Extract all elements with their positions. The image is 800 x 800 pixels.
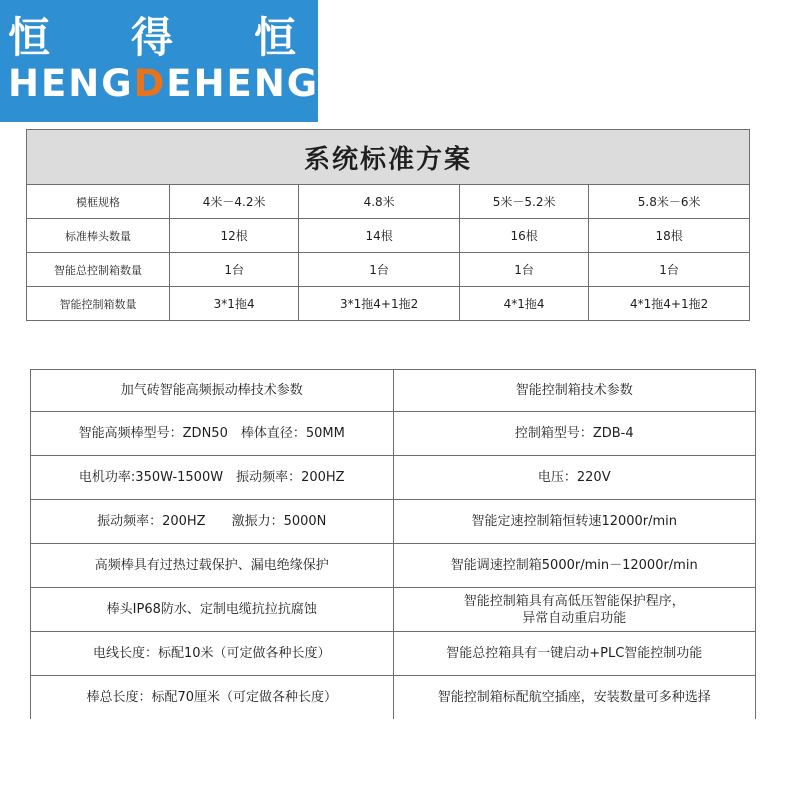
- table-cell: 14根: [299, 219, 460, 253]
- table-cell: 12根: [170, 219, 299, 253]
- brand-char: 恒: [8, 13, 51, 62]
- table-row: [27, 253, 750, 287]
- table-row: [31, 500, 756, 544]
- brand-char: 得: [130, 13, 173, 62]
- table-cell: 4*1拖4: [459, 287, 588, 321]
- brand-en-accent: D: [133, 62, 167, 105]
- vibrator-spec-cell: 棒头IP68防水、定制电缆抗拉抗腐蚀: [31, 588, 394, 632]
- control-box-spec-cell: 智能调速控制箱5000r/min－12000r/min: [393, 544, 756, 588]
- control-box-spec-cell: 智能控制箱标配航空插座，安装数量可多种选择: [393, 676, 756, 720]
- control-box-spec-cell: [393, 588, 756, 632]
- brand-char: 恒: [253, 13, 296, 62]
- table-row: [27, 185, 750, 219]
- row-label: 模框规格: [27, 185, 170, 219]
- table-cell: 4米－4.2米: [170, 185, 299, 219]
- plan-table-title: 系统标准方案: [27, 130, 750, 185]
- control-box-spec-cell: 智能总控箱具有一键启动+PLC智能控制功能: [393, 632, 756, 676]
- table-cell: 4*1拖4+1拖2: [589, 287, 750, 321]
- table-cell: 16根: [459, 219, 588, 253]
- vibrator-spec-cell: 棒总长度：标配70厘米（可定做各种长度）: [31, 676, 394, 720]
- control-box-spec-cell: 控制箱型号：ZDB-4: [393, 412, 756, 456]
- table-cell: 5.8米－6米: [589, 185, 750, 219]
- table-cell: 1台: [170, 253, 299, 287]
- table-row: [31, 588, 756, 632]
- vibrator-spec-cell: 智能高频棒型号：ZDN50 棒体直径：50MM: [31, 412, 394, 456]
- brand-logo: [0, 0, 318, 122]
- standard-plan-table: [26, 129, 750, 321]
- brand-english-name: [8, 62, 319, 106]
- tech-spec-table: [30, 369, 756, 719]
- control-box-spec-cell: 智能定速控制箱恒转速12000r/min: [393, 500, 756, 544]
- table-row: [31, 632, 756, 676]
- vibrator-spec-cell: 振动频率：200HZ 激振力：5000N: [31, 500, 394, 544]
- table-cell: 1台: [459, 253, 588, 287]
- table-row: [31, 412, 756, 456]
- brand-en-suffix: EHENG: [166, 62, 320, 105]
- vibrator-spec-cell: 电线长度：标配10米（可定做各种长度）: [31, 632, 394, 676]
- table-cell: 1台: [589, 253, 750, 287]
- table-cell: 5米－5.2米: [459, 185, 588, 219]
- brand-en-prefix: HENG: [8, 62, 134, 105]
- table-cell: 4.8米: [299, 185, 460, 219]
- vibrator-spec-cell: 电机功率:350W-1500W 振动频率：200HZ: [31, 456, 394, 500]
- spec-line: 异常自动重启功能: [522, 610, 627, 626]
- table-row: [27, 287, 750, 321]
- row-label: 标准棒头数量: [27, 219, 170, 253]
- row-label: 智能总控制箱数量: [27, 253, 170, 287]
- table-row: [31, 456, 756, 500]
- spec-line: 智能控制箱具有高低压智能保护程序，: [463, 593, 685, 609]
- brand-chinese-name: [0, 8, 318, 68]
- table-row: [31, 544, 756, 588]
- vibrator-spec-header: 加气砖智能高频振动棒技术参数: [31, 370, 394, 412]
- table-row: [31, 676, 756, 720]
- table-cell: 3*1拖4: [170, 287, 299, 321]
- table-row: [27, 219, 750, 253]
- table-cell: 3*1拖4+1拖2: [299, 287, 460, 321]
- control-box-spec-header: 智能控制箱技术参数: [393, 370, 756, 412]
- row-label: 智能控制箱数量: [27, 287, 170, 321]
- table-cell: 18根: [589, 219, 750, 253]
- vibrator-spec-cell: 高频棒具有过热过载保护、漏电绝缘保护: [31, 544, 394, 588]
- table-cell: 1台: [299, 253, 460, 287]
- control-box-spec-cell: 电压：220V: [393, 456, 756, 500]
- table-header-row: [31, 370, 756, 412]
